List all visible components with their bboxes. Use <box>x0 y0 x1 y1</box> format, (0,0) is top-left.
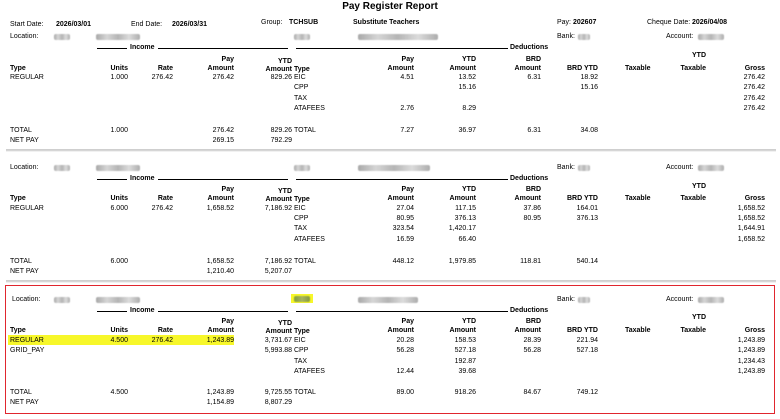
redacted-account <box>698 34 724 40</box>
col-gross: Gross <box>744 327 765 334</box>
col-amount: Amount <box>207 195 234 202</box>
ded-ytd: 15.16 <box>458 84 476 91</box>
ded-type: EIC <box>294 205 306 212</box>
total-ytd: 7,186.92 <box>264 258 292 265</box>
col-amount: Amount <box>207 327 234 334</box>
redacted-employee-name <box>358 34 438 40</box>
redacted-location-code <box>54 297 70 303</box>
col-ded-type: Type <box>294 196 310 203</box>
total-label: TOTAL <box>10 389 32 396</box>
col-ded-pay: Pay <box>401 186 414 193</box>
income-type: REGULAR <box>10 337 44 344</box>
col-brd-amount: Amount <box>514 327 541 334</box>
ded-type: EIC <box>294 337 306 344</box>
net-pay-ytd: 792.29 <box>270 137 292 144</box>
deductions-rule-left <box>296 311 508 312</box>
net-pay-ytd: 8,807.29 <box>264 399 292 406</box>
group-label: Group: <box>261 19 283 26</box>
ded-total-amount: 448.12 <box>392 258 414 265</box>
redacted-location-code <box>54 165 70 171</box>
ded-gross: 1,234.43 <box>737 358 765 365</box>
redacted-bank <box>578 34 590 40</box>
total-amount: 1,658.52 <box>206 258 234 265</box>
pay-period-value: 202607 <box>573 19 597 26</box>
col-ytd: YTD <box>278 188 292 195</box>
col-ded-ytd-amount: Amount <box>449 65 476 72</box>
location-label: Location: <box>12 296 41 303</box>
ded-gross: 1,243.89 <box>737 337 765 344</box>
ded-ytd: 1,420.17 <box>448 225 476 232</box>
account-label: Account: <box>666 164 694 171</box>
ded-brd-ytd: 376.13 <box>576 215 598 222</box>
redacted-employee-name <box>358 165 430 171</box>
income-ytd: 829.26 <box>270 74 292 81</box>
bank-label: Bank: <box>557 33 575 40</box>
col-units: Units <box>110 327 128 334</box>
income-ytd: 3,731.67 <box>264 337 292 344</box>
income-rule-left <box>97 48 127 49</box>
ded-type: ATAFEES <box>294 105 325 112</box>
col-ded-pay: Pay <box>401 318 414 325</box>
col-ded-type: Type <box>294 66 310 73</box>
net-pay-label: NET PAY <box>10 399 39 406</box>
ded-ytd: 527.18 <box>454 347 476 354</box>
col-brd: BRD <box>525 186 541 193</box>
ded-amount: 80.95 <box>396 215 414 222</box>
col-rate: Rate <box>157 65 173 72</box>
group-description: Substitute Teachers <box>353 19 420 26</box>
col-ded-amount: Amount <box>387 195 414 202</box>
ded-gross: 1,243.89 <box>737 347 765 354</box>
col-ytd: YTD <box>278 320 292 327</box>
col-gross: Gross <box>744 65 765 72</box>
redacted-bank <box>578 165 590 171</box>
col-taxable-ytd-2: Taxable <box>680 327 706 334</box>
ded-ytd: 66.40 <box>458 236 476 243</box>
ded-gross: 1,658.52 <box>737 236 765 243</box>
income-units: 4.500 <box>110 337 128 344</box>
redacted-account <box>698 165 724 171</box>
deductions-rule-left <box>296 179 508 180</box>
total-units: 6.000 <box>110 258 128 265</box>
income-units: 6.000 <box>110 205 128 212</box>
bank-label: Bank: <box>557 296 575 303</box>
col-brd-amount: Amount <box>514 195 541 202</box>
ded-ytd: 8.29 <box>462 105 476 112</box>
income-ytd: 7,186.92 <box>264 205 292 212</box>
ded-amount: 16.59 <box>396 236 414 243</box>
redacted-employee-id <box>294 34 310 40</box>
ded-type: TAX <box>294 95 308 102</box>
income-rate: 276.42 <box>151 74 173 81</box>
start-date-label: Start Date: <box>10 21 44 28</box>
ded-total-amount: 7.27 <box>400 127 414 134</box>
ded-type: TAX <box>294 358 308 365</box>
col-brd-ytd: BRD YTD <box>567 65 598 72</box>
income-rate: 276.42 <box>151 205 173 212</box>
ded-gross: 1,644.91 <box>737 225 765 232</box>
deductions-heading: Deductions <box>510 307 549 314</box>
col-ded-amount: Amount <box>387 65 414 72</box>
col-brd-ytd: BRD YTD <box>567 327 598 334</box>
ded-total-ytd: 36.97 <box>458 127 476 134</box>
income-amount: 1,658.52 <box>206 205 234 212</box>
location-label: Location: <box>10 164 39 171</box>
account-label: Account: <box>666 296 694 303</box>
col-brd: BRD <box>525 318 541 325</box>
redacted-account <box>698 297 724 303</box>
ded-amount: 4.51 <box>400 74 414 81</box>
income-rule-right <box>158 311 288 312</box>
cheque-date-label: Cheque Date: <box>647 19 691 26</box>
ded-gross: 1,658.52 <box>737 205 765 212</box>
ded-brd: 37.86 <box>523 205 541 212</box>
total-label: TOTAL <box>10 127 32 134</box>
col-taxable: Taxable <box>625 195 651 202</box>
col-pay: Pay <box>221 186 234 193</box>
col-taxable-ytd: YTD <box>692 183 706 190</box>
ded-type: CPP <box>294 347 309 354</box>
ded-gross: 276.42 <box>743 84 765 91</box>
ded-total-brd-ytd: 34.08 <box>580 127 598 134</box>
ded-total-brd: 6.31 <box>527 127 541 134</box>
ded-type: EIC <box>294 74 306 81</box>
ded-amount: 27.04 <box>396 205 414 212</box>
net-pay-label: NET PAY <box>10 137 39 144</box>
col-units: Units <box>110 65 128 72</box>
ded-gross: 276.42 <box>743 74 765 81</box>
income-amount: 276.42 <box>212 74 234 81</box>
redacted-bank <box>578 297 590 303</box>
deductions-rule-left <box>296 48 508 49</box>
net-pay-amount: 1,154.89 <box>206 399 234 406</box>
ded-total-brd-ytd: 749.12 <box>576 389 598 396</box>
ded-gross: 276.42 <box>743 95 765 102</box>
location-label: Location: <box>10 33 39 40</box>
col-taxable: Taxable <box>625 327 651 334</box>
deductions-heading: Deductions <box>510 175 549 182</box>
total-units: 4.500 <box>110 389 128 396</box>
col-ded-ytd-amount: Amount <box>449 195 476 202</box>
col-type: Type <box>10 195 26 202</box>
income-rule-left <box>97 311 127 312</box>
ded-type: CPP <box>294 215 309 222</box>
end-date-label: End Date: <box>131 21 163 28</box>
cheque-date-value: 2026/04/08 <box>692 19 728 26</box>
income-heading: Income <box>130 175 155 182</box>
bank-label: Bank: <box>557 164 575 171</box>
income-amount: 1,243.89 <box>206 337 234 344</box>
ded-ytd: 117.15 <box>455 205 476 212</box>
pay-period-label: Pay: <box>557 19 572 26</box>
col-ded-ytd: YTD <box>462 56 476 63</box>
ded-total-ytd: 918.26 <box>454 389 476 396</box>
total-label: TOTAL <box>10 258 32 265</box>
ded-ytd: 13.52 <box>458 74 476 81</box>
income-ytd: 5,993.88 <box>264 347 292 354</box>
total-ytd: 9,725.55 <box>264 389 292 396</box>
ded-type: ATAFEES <box>294 368 325 375</box>
redacted-employee-name <box>358 297 418 303</box>
col-gross: Gross <box>744 195 765 202</box>
total-amount: 1,243.89 <box>206 389 234 396</box>
col-ded-pay: Pay <box>401 56 414 63</box>
ded-brd: 28.39 <box>523 337 541 344</box>
col-pay: Pay <box>221 56 234 63</box>
ded-brd-ytd: 18.92 <box>580 74 598 81</box>
ded-total-brd: 84.67 <box>523 389 541 396</box>
ded-total-label: TOTAL <box>294 127 316 134</box>
col-taxable-ytd-2: Taxable <box>680 195 706 202</box>
ded-total-brd: 118.81 <box>520 258 541 265</box>
total-ytd: 829.26 <box>270 127 292 134</box>
ded-total-brd-ytd: 540.14 <box>576 258 598 265</box>
ded-type: CPP <box>294 84 309 91</box>
col-taxable-ytd: YTD <box>692 52 706 59</box>
deductions-heading: Deductions <box>510 44 549 51</box>
col-rate: Rate <box>157 327 173 334</box>
ded-total-ytd: 1,979.85 <box>448 258 476 265</box>
redacted-location-name <box>96 297 140 303</box>
ded-total-label: TOTAL <box>294 389 316 396</box>
col-taxable-ytd-2: Taxable <box>680 65 706 72</box>
redacted-employee-id <box>294 296 310 302</box>
ded-brd-ytd: 527.18 <box>576 347 598 354</box>
col-ded-type: Type <box>294 328 310 335</box>
ded-amount: 56.28 <box>396 347 414 354</box>
col-ded-ytd-amount: Amount <box>449 327 476 334</box>
col-ytd: YTD <box>278 58 292 65</box>
ded-gross: 1,658.52 <box>737 215 765 222</box>
ded-brd-ytd: 221.94 <box>576 337 598 344</box>
ded-total-amount: 89.00 <box>396 389 414 396</box>
net-pay-label: NET PAY <box>10 268 39 275</box>
redacted-location-name <box>96 34 140 40</box>
report-title: Pay Register Report <box>342 1 438 12</box>
total-amount: 276.42 <box>212 127 234 134</box>
redacted-employee-id <box>294 165 310 171</box>
block-separator-shade <box>6 281 776 283</box>
start-date-value: 2026/03/01 <box>56 21 92 28</box>
col-ded-amount: Amount <box>387 327 414 334</box>
ded-amount: 20.28 <box>396 337 414 344</box>
account-label: Account: <box>666 33 694 40</box>
ded-brd-ytd: 15.16 <box>580 84 598 91</box>
ded-ytd: 39.68 <box>458 368 476 375</box>
net-pay-ytd: 5,207.07 <box>264 268 292 275</box>
income-rule-right <box>158 48 288 49</box>
ded-brd-ytd: 164.01 <box>576 205 598 212</box>
col-rate: Rate <box>157 195 173 202</box>
col-brd-ytd: BRD YTD <box>567 195 598 202</box>
ded-total-label: TOTAL <box>294 258 316 265</box>
net-pay-amount: 269.15 <box>212 137 234 144</box>
col-ytd-amount: Amount <box>265 66 292 73</box>
income-heading: Income <box>130 44 155 51</box>
ded-type: TAX <box>294 225 308 232</box>
net-pay-amount: 1,210.40 <box>206 268 234 275</box>
ded-amount: 12.44 <box>396 368 414 375</box>
ded-brd: 56.28 <box>523 347 541 354</box>
end-date-value: 2026/03/31 <box>172 21 208 28</box>
block-separator-shade <box>6 150 776 152</box>
col-type: Type <box>10 65 26 72</box>
ded-ytd: 192.87 <box>454 358 476 365</box>
col-units: Units <box>110 195 128 202</box>
ded-type: ATAFEES <box>294 236 325 243</box>
col-taxable: Taxable <box>625 65 651 72</box>
col-brd-amount: Amount <box>514 65 541 72</box>
ded-amount: 323.54 <box>392 225 414 232</box>
income-units: 1.000 <box>110 74 128 81</box>
income-heading: Income <box>130 307 155 314</box>
col-ded-ytd: YTD <box>462 186 476 193</box>
col-type: Type <box>10 327 26 334</box>
redacted-location-name <box>96 165 140 171</box>
income-rate: 276.42 <box>151 337 173 344</box>
col-amount: Amount <box>207 65 234 72</box>
ded-ytd: 158.53 <box>454 337 476 344</box>
col-ded-ytd: YTD <box>462 318 476 325</box>
ded-gross: 276.42 <box>743 105 765 112</box>
col-ytd-amount: Amount <box>265 328 292 335</box>
income-type: REGULAR <box>10 205 44 212</box>
total-units: 1.000 <box>110 127 128 134</box>
ded-brd: 6.31 <box>527 74 541 81</box>
ded-brd: 80.95 <box>523 215 541 222</box>
ded-amount: 2.76 <box>400 105 414 112</box>
ded-gross: 1,243.89 <box>737 368 765 375</box>
income-rule-left <box>97 179 127 180</box>
col-pay: Pay <box>221 318 234 325</box>
income-rule-right <box>158 179 288 180</box>
group-value: TCHSUB <box>289 19 319 26</box>
income-type: GRID_PAY <box>10 347 45 354</box>
income-type: REGULAR <box>10 74 44 81</box>
redacted-location-code <box>54 34 70 40</box>
col-ytd-amount: Amount <box>265 196 292 203</box>
ded-ytd: 376.13 <box>454 215 476 222</box>
col-taxable-ytd: YTD <box>692 314 706 321</box>
col-brd: BRD <box>525 56 541 63</box>
